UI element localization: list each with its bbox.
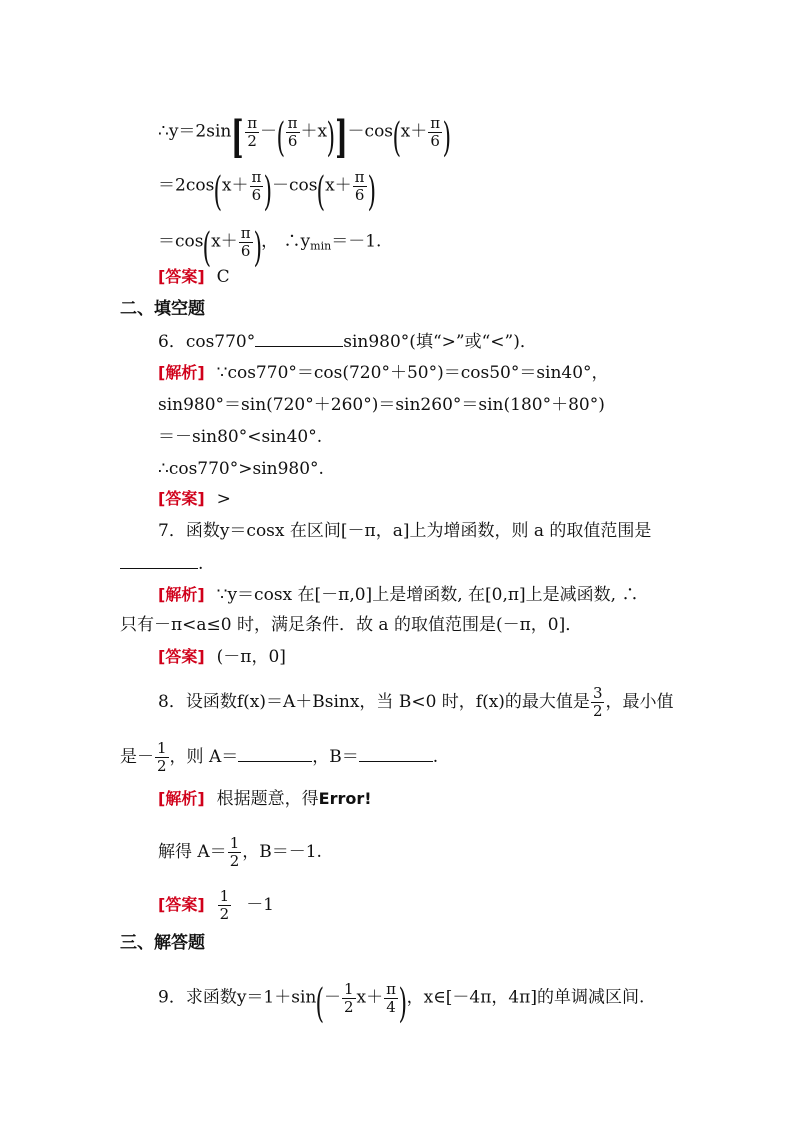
right-paren: ) xyxy=(326,115,336,161)
denominator: 2 xyxy=(592,702,603,720)
derivation-line-3 xyxy=(158,222,382,271)
text: 解得 A＝ xyxy=(158,842,227,862)
numerator: 3 xyxy=(592,684,603,702)
answer-tag: [答案] xyxy=(158,267,205,286)
denominator: 2 xyxy=(343,997,354,1016)
fraction xyxy=(591,685,605,720)
answer-tag: [答案] xyxy=(158,895,205,914)
left-paren: ( xyxy=(315,981,325,1027)
right-bracket: ] xyxy=(334,112,348,163)
text: . xyxy=(432,747,439,767)
text: ∵y＝cosx 在[－π,0]上是增函数, 在[0,π]上是减函数, ∴ xyxy=(216,585,639,605)
answer-value: C xyxy=(216,267,230,287)
fraction xyxy=(342,981,356,1016)
right-paren: ) xyxy=(442,115,452,161)
right-paren: ) xyxy=(253,225,262,271)
text: 8．设函数f(x)＝A＋Bsinx，当 B<0 时，f(x)的最大值是 xyxy=(158,692,590,712)
numerator: 1 xyxy=(343,979,354,998)
denominator: 6 xyxy=(430,131,440,150)
analysis-tag: [解析] xyxy=(158,363,205,382)
text: x＋ xyxy=(325,175,352,196)
numerator: π xyxy=(251,167,262,186)
text: ，最小值 xyxy=(605,692,674,712)
text: 根据题意，得 xyxy=(216,789,319,809)
fraction xyxy=(155,740,169,775)
text: x＋ xyxy=(356,987,384,1008)
solve-line xyxy=(158,835,322,870)
answer-value: (－π，0] xyxy=(216,647,286,667)
section-heading: 三、解答题 xyxy=(120,933,205,953)
fraction xyxy=(286,115,300,150)
error-text: Error! xyxy=(318,789,372,808)
numerator: 1 xyxy=(157,739,167,757)
question-7-cont xyxy=(120,552,203,575)
text: x＋ xyxy=(400,121,428,142)
denominator: 2 xyxy=(229,852,240,870)
analysis-line xyxy=(158,584,638,606)
text: ∵cos770°＝cos(720°＋50°)＝cos50°＝sin40°， xyxy=(216,363,609,383)
question-8 xyxy=(158,685,673,720)
text: sin980°(填“>”或“<”)． xyxy=(343,332,537,352)
question-6 xyxy=(158,330,537,353)
fraction xyxy=(245,115,259,150)
denominator: 4 xyxy=(386,997,396,1016)
answer-value: －1 xyxy=(246,895,275,915)
question-8-cont xyxy=(120,740,438,775)
text: ， ∴y xyxy=(261,231,311,252)
left-bracket: [ xyxy=(231,112,245,163)
answer-blank-a xyxy=(238,745,312,762)
left-paren: ( xyxy=(213,169,223,215)
analysis-tag: [解析] xyxy=(158,585,205,604)
analysis-line xyxy=(158,362,609,384)
numerator: 1 xyxy=(229,834,240,852)
denominator: 2 xyxy=(157,757,167,775)
fraction xyxy=(250,169,264,204)
fraction xyxy=(228,835,242,870)
text: ＝2cos xyxy=(158,175,215,196)
text: 6．cos770° xyxy=(158,332,256,352)
analysis-line: ∴cos770°>sin980°. xyxy=(158,459,324,479)
answer-line xyxy=(158,488,231,510)
answer-line xyxy=(158,266,230,288)
denominator: 2 xyxy=(219,905,230,923)
text: ＋x xyxy=(300,121,328,142)
left-paren: ( xyxy=(392,115,402,161)
fraction xyxy=(218,888,232,923)
text: ，x∈[－4π，4π]的单调减区间. xyxy=(406,987,645,1008)
text: x＋ xyxy=(211,231,238,252)
text: ∴y＝2sin xyxy=(158,121,232,142)
derivation-line-1 xyxy=(158,110,452,163)
question-9 xyxy=(158,978,645,1027)
denominator: 6 xyxy=(251,185,262,204)
text: ＝－1. xyxy=(331,231,382,252)
numerator: π xyxy=(247,113,258,132)
text: ＝cos xyxy=(158,231,204,252)
left-paren: ( xyxy=(202,225,212,271)
right-paren: ) xyxy=(367,169,376,215)
denominator: 2 xyxy=(247,131,257,150)
text: －cos xyxy=(347,121,394,142)
left-paren: ( xyxy=(276,115,286,161)
numerator: π xyxy=(240,223,251,242)
numerator: π xyxy=(430,113,441,132)
analysis-line: sin980°＝sin(720°＋260°)＝sin260°＝sin(180°＋80°) xyxy=(158,395,605,415)
fraction xyxy=(384,981,398,1016)
numerator: π xyxy=(354,167,365,186)
subscript: min xyxy=(310,239,332,253)
fraction xyxy=(353,169,367,204)
numerator: 1 xyxy=(219,887,230,905)
text: x＋ xyxy=(221,175,249,196)
answer-value: > xyxy=(216,489,231,509)
answer-blank xyxy=(120,552,198,569)
denominator: 6 xyxy=(354,185,365,204)
numerator: π xyxy=(386,979,396,998)
text: － xyxy=(260,121,278,142)
text: 是－ xyxy=(120,747,154,767)
answer-tag: [答案] xyxy=(158,647,205,666)
right-paren: ) xyxy=(263,169,273,215)
text: ，B＝－1. xyxy=(242,842,322,862)
denominator: 6 xyxy=(287,131,298,150)
denominator: 6 xyxy=(240,241,251,260)
text: . xyxy=(198,554,204,574)
analysis-line: 只有－π<a≤0 时，满足条件．故 a 的取值范围是(－π，0]． xyxy=(120,615,583,635)
numerator: π xyxy=(287,113,298,132)
answer-line xyxy=(158,888,274,923)
question-7: 7．函数y＝cosx 在区间[－π，a]上为增函数，则 a 的取值范围是 xyxy=(158,521,652,541)
fraction xyxy=(428,115,442,150)
analysis-tag: [解析] xyxy=(158,789,205,808)
derivation-line-2 xyxy=(158,166,376,215)
right-paren: ) xyxy=(398,981,408,1027)
answer-line xyxy=(158,646,286,668)
left-paren: ( xyxy=(316,169,326,215)
answer-tag: [答案] xyxy=(158,489,205,508)
text: － xyxy=(323,987,341,1008)
answer-blank xyxy=(255,330,343,347)
text: ，则 A＝ xyxy=(169,747,239,767)
section-heading: 二、填空题 xyxy=(120,299,205,319)
text: ，B＝ xyxy=(312,747,359,767)
answer-blank-b xyxy=(359,745,433,762)
text: 9．求函数y＝1＋sin xyxy=(158,987,317,1008)
analysis-line: ＝－sin80°<sin40°. xyxy=(158,427,323,447)
fraction xyxy=(239,225,253,260)
text: －cos xyxy=(271,175,318,196)
analysis-line xyxy=(158,788,372,810)
